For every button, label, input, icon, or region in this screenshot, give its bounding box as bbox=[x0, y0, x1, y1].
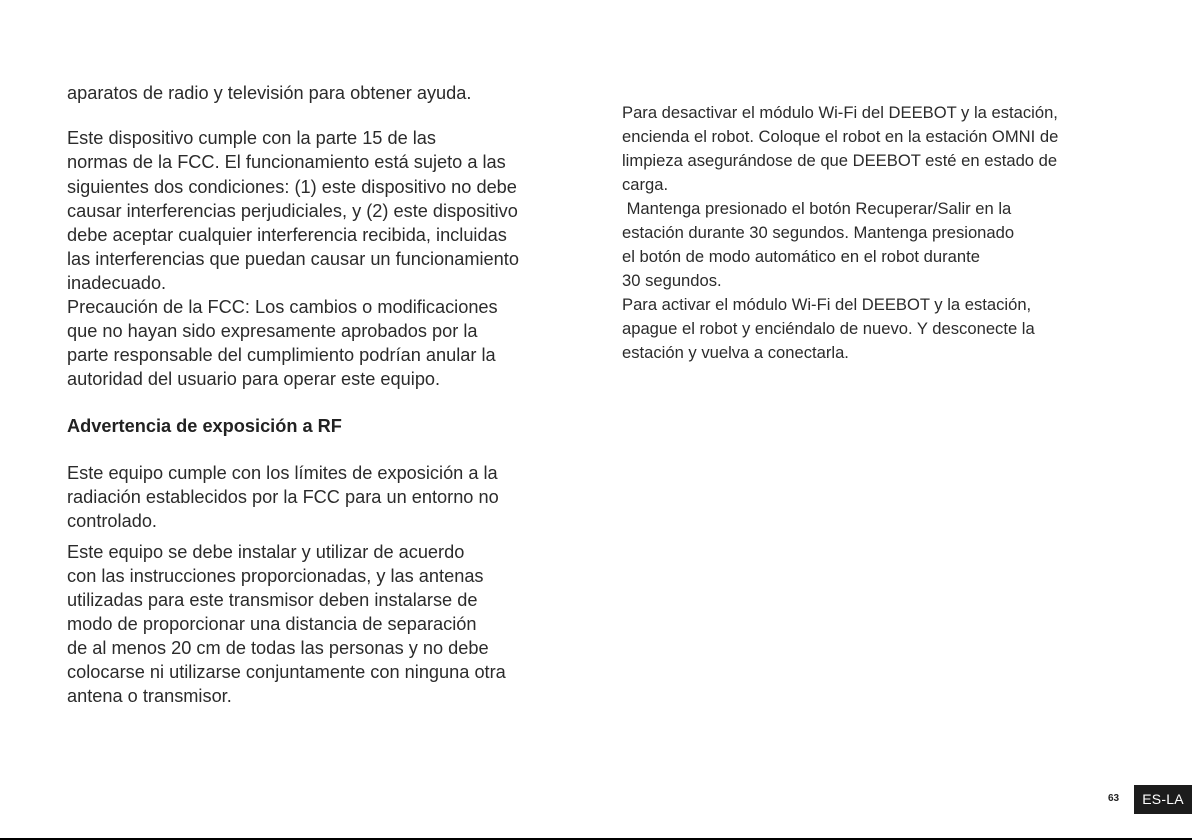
text-line: normas de la FCC. El funcionamiento está sujeto a las bbox=[67, 152, 506, 172]
text-line: siguientes dos condiciones: (1) este dispositivo no debe bbox=[67, 177, 517, 197]
text-line: carga. bbox=[622, 175, 669, 194]
text-line: estación durante 30 segundos. Mantenga presionado bbox=[622, 223, 1015, 242]
text-line: controlado. bbox=[67, 511, 157, 531]
text-line: inadecuado. bbox=[67, 273, 167, 293]
text-line: antena o transmisor. bbox=[67, 686, 232, 706]
text-line: radiación establecidos por la FCC para un entorno no bbox=[67, 487, 499, 507]
text-line: debe aceptar cualquier interferencia recibida, incluidas bbox=[67, 225, 507, 245]
page-number: 63 bbox=[1108, 793, 1120, 804]
text-line: el botón de modo automático en el robot durante bbox=[622, 247, 980, 266]
text-line: estación y vuelva a conectarla. bbox=[622, 343, 849, 362]
text-line: las interferencias que puedan causar un funcionamiento bbox=[67, 249, 519, 269]
text-line: de al menos 20 cm de todas las personas y no debe bbox=[67, 638, 489, 658]
language-badge: ES-LA bbox=[1134, 785, 1192, 814]
text-line: Este equipo cumple con los límites de exposición a la bbox=[67, 463, 498, 483]
text-line: Este equipo se debe instalar y utilizar de acuerdo bbox=[67, 542, 465, 562]
text-line: 30 segundos. bbox=[622, 271, 722, 290]
text-line: Precaución de la FCC: Los cambios o modificaciones bbox=[67, 297, 498, 317]
text-line: Para activar el módulo Wi-Fi del DEEBOT y la estación, bbox=[622, 295, 1032, 314]
text-line: modo de proporcionar una distancia de separación bbox=[67, 614, 477, 634]
rf-heading: Advertencia de exposición a RF bbox=[67, 416, 342, 436]
text-line: limpieza asegurándose de que DEEBOT esté en estado de bbox=[622, 151, 1058, 170]
text-line: parte responsable del cumplimiento podrían anular la bbox=[67, 345, 496, 365]
text-line: causar interferencias perjudiciales, y (2) este dispositivo bbox=[67, 201, 518, 221]
text-line: Mantenga presionado el botón Recuperar/Salir en la bbox=[622, 199, 1012, 218]
text-line: Para desactivar el módulo Wi-Fi del DEEBOT y la estación, bbox=[622, 103, 1058, 122]
text-line: colocarse ni utilizarse conjuntamente con ninguna otra bbox=[67, 662, 506, 682]
text-line: con las instrucciones proporcionadas, y las antenas bbox=[67, 566, 484, 586]
intro-line: aparatos de radio y televisión para obtener ayuda. bbox=[67, 83, 472, 103]
text-line: autoridad del usuario para operar este equipo. bbox=[67, 369, 441, 389]
text-line: encienda el robot. Coloque el robot en la estación OMNI de bbox=[622, 127, 1059, 146]
text-line: apague el robot y enciéndalo de nuevo. Y desconecte la bbox=[622, 319, 1035, 338]
text-line: utilizadas para este transmisor deben instalarse de bbox=[67, 590, 478, 610]
text-line: Este dispositivo cumple con la parte 15 de las bbox=[67, 128, 437, 148]
text-line: que no hayan sido expresamente aprobados por la bbox=[67, 321, 478, 341]
